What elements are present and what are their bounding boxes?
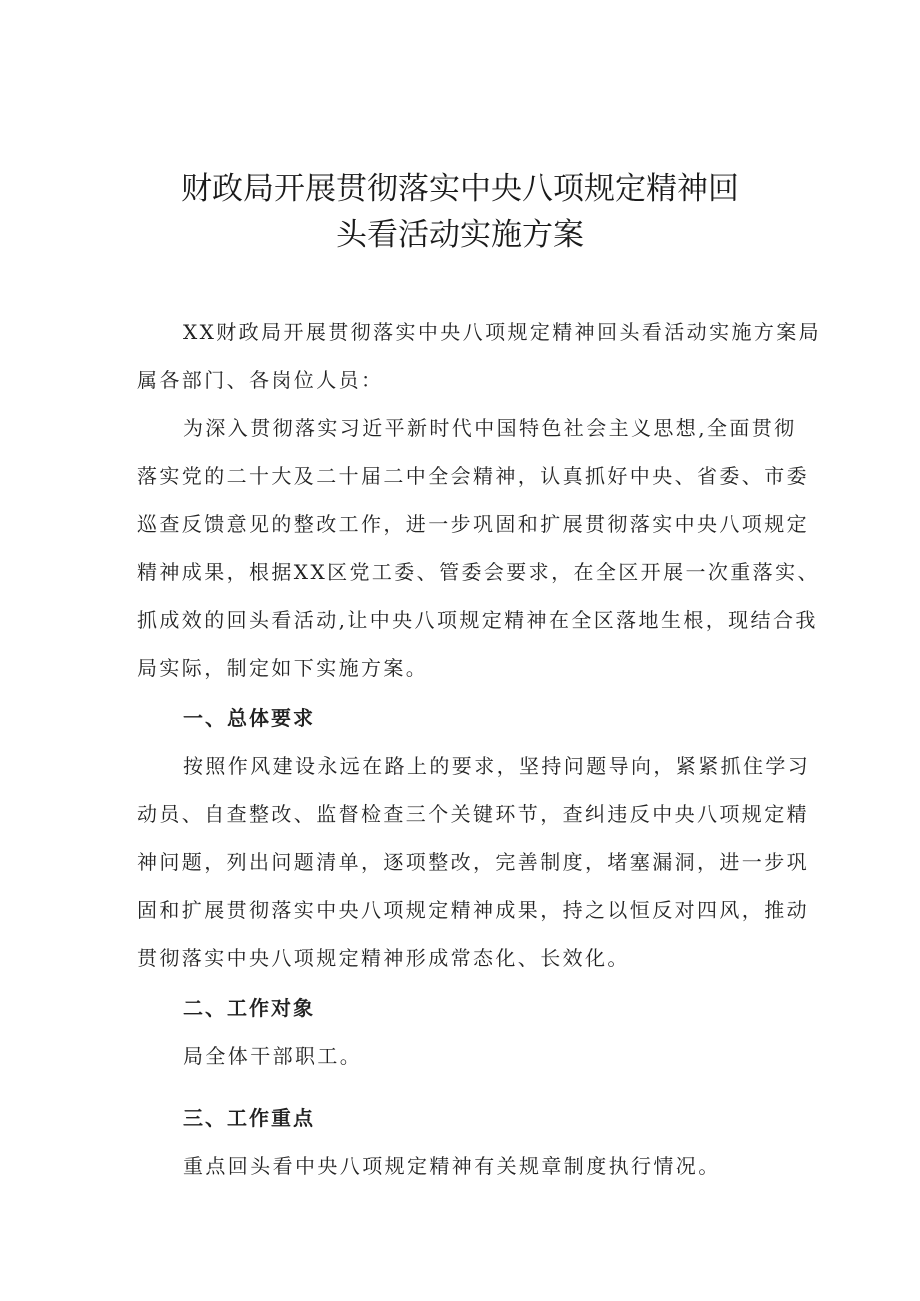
document-body [137, 308, 822, 1190]
paragraph-line: 局实际，制定如下实施方案。 [137, 656, 429, 680]
paragraph-line: 巡查反馈意见的整改工作，进一步巩固和扩展贯彻落实中央八项规定 [137, 512, 809, 536]
paragraph-line: 贯彻落实中央八项规定精神形成常态化、长效化。 [137, 946, 630, 970]
paragraph-line: 局全体干部职工。 [183, 1044, 363, 1068]
title-line: 财政局开展贯彻落实中央八项规定精神回 [181, 171, 739, 207]
section-heading: 三、工作重点 [183, 1106, 315, 1130]
paragraph-line: 按照作风建设永远在路上的要求，坚持问题导向，紧紧抓住学习 [183, 754, 811, 778]
document-title [110, 166, 810, 258]
paragraph-line: 为深入贯彻落实习近平新时代中国特色社会主义思想,全面贯彻 [183, 416, 797, 440]
title-line: 头看活动实施方案 [336, 217, 584, 253]
paragraph-line: 落实党的二十大及二十届二中全会精神，认真抓好中央、省委、市委 [137, 464, 809, 488]
paragraph-line: 动员、自查整改、监督检查三个关键环节，查纠违反中央八项规定精 [137, 802, 809, 826]
section-heading: 一、总体要求 [183, 706, 315, 730]
paragraph-line: 固和扩展贯彻落实中央八项规定精神成果，持之以恒反对四风，推动 [137, 898, 809, 922]
section-heading: 二、工作对象 [183, 996, 315, 1020]
intro-line: XX财政局开展贯彻落实中央八项规定精神回头看活动实施方案局 [183, 320, 822, 344]
paragraph-line: 精神成果，根据XX区党工委、管委会要求，在全区开展一次重落实、 [137, 560, 820, 584]
paragraph-line: 神问题，列出问题清单，逐项整改，完善制度，堵塞漏洞，进一步巩 [137, 850, 809, 874]
intro-line: 属各部门、各岗位人员： [137, 368, 384, 392]
paragraph-line: 重点回头看中央八项规定精神有关规章制度执行情况。 [183, 1154, 721, 1178]
paragraph-line: 抓成效的回头看活动,让中央八项规定精神在全区落地生根，现结合我 [137, 608, 818, 632]
